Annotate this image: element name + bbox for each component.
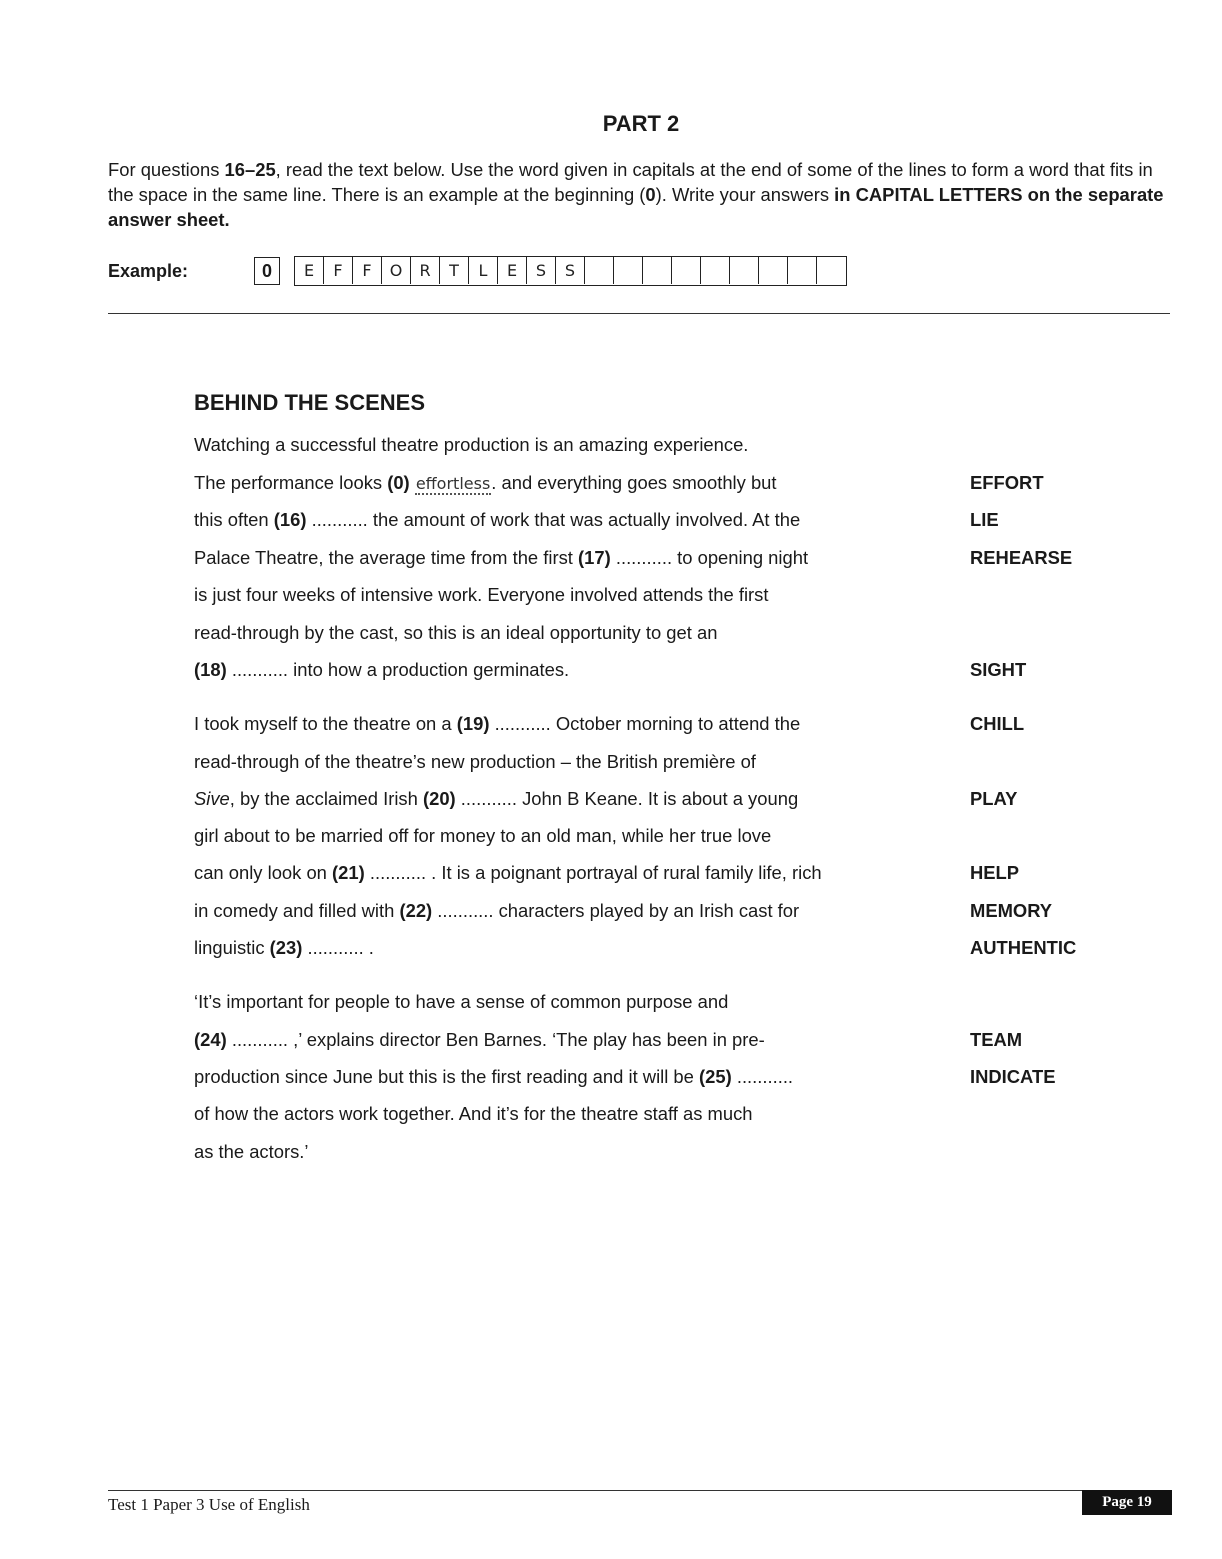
question-number: (22) <box>399 900 433 921</box>
line-text: production since June but this is the first reading and it will be <box>194 1066 699 1087</box>
line-text: ........... to opening night <box>610 547 809 568</box>
text-line-8 <box>194 713 800 735</box>
line-text: ........... characters played by an Irish cast for <box>432 900 800 921</box>
line-text: girl about to be married off for money to an old man, while her true love <box>194 825 772 846</box>
example-letter-cell <box>817 257 846 284</box>
text-heading: BEHIND THE SCENES <box>194 390 426 415</box>
text-line-15 <box>194 991 728 1013</box>
line-text: ........... . <box>302 937 374 958</box>
text-line-17 <box>194 1066 793 1088</box>
text-line-11 <box>194 825 771 847</box>
question-number: (24) <box>194 1029 227 1050</box>
example-letter-cell <box>730 257 759 284</box>
example-letter-cell <box>701 257 730 284</box>
top-divider <box>108 313 1170 314</box>
play-title: Sive <box>194 788 230 809</box>
footer-text: Test 1 Paper 3 Use of English <box>108 1495 310 1514</box>
example-letter-cell: T <box>440 257 469 284</box>
text-line-6 <box>194 622 717 644</box>
text-line-1 <box>194 434 748 456</box>
page-number-badge: Page 19 <box>1082 1490 1172 1515</box>
word-help: HELP <box>970 862 1020 883</box>
example-letter-cell: F <box>353 257 382 284</box>
word-chill: CHILL <box>970 713 1025 734</box>
line-text: ........... . It is a poignant portrayal of rural family life, rich <box>364 862 822 883</box>
line-text: Palace Theatre, the average time from the first <box>194 547 579 568</box>
line-text: ........... John B Keane. It is about a young <box>455 788 799 809</box>
line-text: in comedy and filled with <box>194 900 400 921</box>
word-sight: SIGHT <box>970 659 1027 680</box>
line-text: linguistic <box>194 937 270 958</box>
line-text: ........... into how a production germinates. <box>226 659 570 680</box>
instructions <box>108 157 1178 232</box>
text-line-2 <box>194 472 777 494</box>
line-text: ........... October morning to attend the <box>489 713 801 734</box>
line-text: I took myself to the theatre on a <box>194 713 457 734</box>
example-answer-boxes <box>294 256 847 286</box>
text-line-13 <box>194 900 799 922</box>
example-label: Example: <box>108 261 189 281</box>
text-line-19 <box>194 1141 308 1163</box>
word-indicate: INDICATE <box>970 1066 1056 1087</box>
example-letter-cell <box>759 257 788 284</box>
example-letter-cell: E <box>295 257 324 284</box>
example-number-box: 0 <box>254 257 280 285</box>
question-number: (16) <box>273 509 307 530</box>
example-letter-cell: R <box>411 257 440 284</box>
word-lie: LIE <box>970 509 999 530</box>
line-text: ........... the amount of work that was actually involved. At the <box>306 509 801 530</box>
word-rehearse: REHEARSE <box>970 547 1073 568</box>
line-text: The performance looks <box>194 472 388 493</box>
example-letter-cell <box>585 257 614 284</box>
line-text: . and everything goes smoothly but <box>491 472 777 493</box>
example-letter-cell: E <box>498 257 527 284</box>
example-letter-cell: S <box>527 257 556 284</box>
part-title: PART 2 <box>602 111 680 136</box>
text-line-14 <box>194 937 374 959</box>
instructions-question-range: 16–25 <box>224 159 276 180</box>
instructions-end: . <box>224 209 230 230</box>
text-line-4 <box>194 547 808 569</box>
example-letter-cell: F <box>324 257 353 284</box>
text-line-5 <box>194 584 768 606</box>
footer-divider <box>108 1490 1170 1491</box>
example-letter-cell <box>788 257 817 284</box>
example-letter-cell <box>614 257 643 284</box>
example-letter-cell: S <box>556 257 585 284</box>
text-line-18 <box>194 1103 753 1125</box>
question-number: (23) <box>269 937 303 958</box>
question-number: (18) <box>194 659 227 680</box>
line-text: of how the actors work together. And it’s for the theatre staff as much <box>194 1103 753 1124</box>
word-authentic: AUTHENTIC <box>970 937 1077 958</box>
word-play: PLAY <box>970 788 1018 809</box>
example-letter-cell <box>672 257 701 284</box>
line-text: , by the acclaimed Irish <box>229 788 423 809</box>
text-line-7 <box>194 659 569 681</box>
text-line-9 <box>194 751 756 773</box>
example-letter-cell: L <box>469 257 498 284</box>
instructions-emphasis: in CAPITAL LETTERS on the separate answer sheet <box>108 184 1164 230</box>
line-text: ........... <box>731 1066 794 1087</box>
text-line-16 <box>194 1029 765 1051</box>
line-text: ........... ,’ explains director Ben Barnes. ‘The play has been in pre- <box>226 1029 765 1050</box>
instructions-text-2: , read the text below. Use the word given in capitals at the end of some of the lines to form a word that fits in the space in the same line. There is an example at the beginning ( <box>108 159 1153 205</box>
instructions-text-3: ). Write your answers <box>655 184 835 205</box>
line-text: Watching a successful theatre production is an amazing experience. <box>194 434 749 455</box>
question-number: (25) <box>699 1066 732 1087</box>
text-line-3 <box>194 509 800 531</box>
question-number: (20) <box>422 788 456 809</box>
line-text: can only look on <box>194 862 333 883</box>
instructions-text-1: For questions <box>108 159 225 180</box>
line-text: read-through by the cast, so this is an ideal opportunity to get an <box>194 622 718 643</box>
word-effort: EFFORT <box>970 472 1044 493</box>
example-handwritten-answer: effortless <box>415 474 491 493</box>
instructions-example-number: 0 <box>645 184 656 205</box>
line-text: this often <box>194 509 274 530</box>
word-memory: MEMORY <box>970 900 1053 921</box>
example-letter-cell <box>643 257 672 284</box>
word-team: TEAM <box>970 1029 1023 1050</box>
text-line-12 <box>194 862 822 884</box>
line-text: is just four weeks of intensive work. Everyone involved attends the first <box>194 584 769 605</box>
line-text: ‘It’s important for people to have a sense of common purpose and <box>194 991 729 1012</box>
question-number: (19) <box>456 713 490 734</box>
question-number: (21) <box>332 862 365 883</box>
question-number: (0) <box>387 472 410 493</box>
line-text: as the actors.’ <box>194 1141 309 1162</box>
example-letter-cell: O <box>382 257 411 284</box>
line-text: read-through of the theatre’s new production – the British première of <box>194 751 756 772</box>
text-line-10 <box>194 788 798 810</box>
question-number: (17) <box>578 547 611 568</box>
